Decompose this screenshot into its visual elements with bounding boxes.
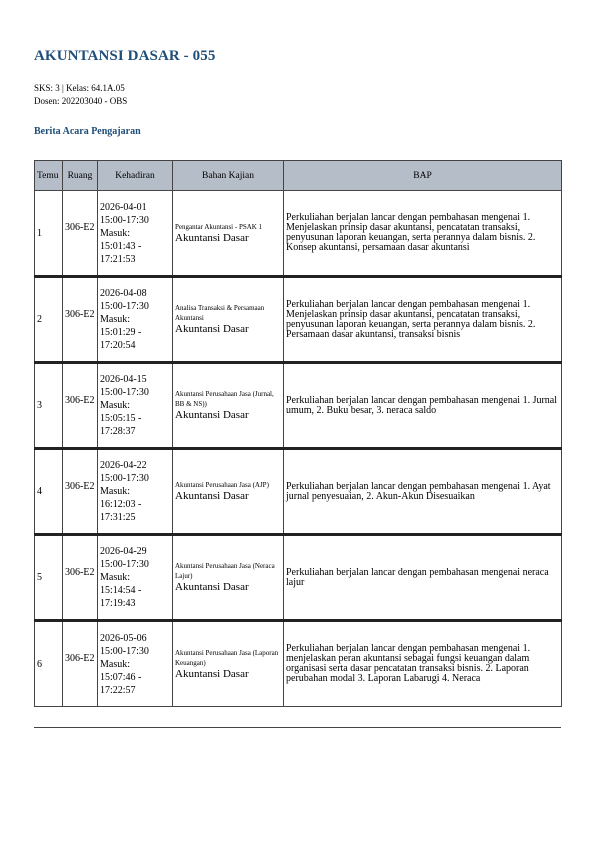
cell-ruang: 306-E2	[63, 621, 98, 707]
cell-bahan-kajian	[173, 363, 284, 449]
cell-kehadiran	[98, 277, 173, 363]
bahan-mata-kuliah: Akuntansi Dasar	[175, 667, 249, 680]
kehadiran-masuk: 16:12:03 -	[100, 499, 142, 510]
kehadiran-masuk-label: Masuk:	[100, 486, 130, 497]
cell-bap: Perkuliahan berjalan lancar dengan pembahasan mengenai 1. Menjelaskan prinsip dasar akuntansi, pencatatan transaksi, penyusunan laporan keuangan, serta perannya dalam bisnis. 2. Konsep akuntansi, persamaan dasar akuntansi	[284, 191, 562, 277]
bahan-mata-kuliah: Akuntansi Dasar	[175, 323, 249, 335]
cell-bahan-kajian	[173, 535, 284, 621]
kehadiran-jam: 15:00-17:30	[100, 387, 149, 398]
cell-temu: 6	[35, 621, 63, 707]
header-kehadiran: Kehadiran	[98, 161, 173, 191]
kehadiran-keluar: 17:31:25	[100, 512, 136, 523]
cell-bahan-kajian	[173, 191, 284, 277]
section-title: Berita Acara Pengajaran	[34, 126, 141, 137]
header-temu: Temu	[35, 161, 63, 191]
kehadiran-masuk: 15:01:29 -	[100, 327, 142, 338]
kehadiran-keluar: 17:19:43	[100, 598, 136, 609]
bahan-mata-kuliah: Akuntansi Dasar	[175, 490, 249, 502]
cell-temu: 3	[35, 363, 63, 449]
bap-table	[34, 160, 562, 707]
cell-ruang: 306-E2	[63, 191, 98, 277]
bahan-mata-kuliah: Akuntansi Dasar	[175, 231, 249, 244]
meta-dosen: Dosen: 202203040 - OBS	[34, 96, 128, 106]
cell-ruang: 306-E2	[63, 277, 98, 363]
cell-kehadiran	[98, 535, 173, 621]
cell-temu: 1	[35, 191, 63, 277]
cell-ruang: 306-E2	[63, 449, 98, 535]
kehadiran-masuk-label: Masuk:	[100, 572, 130, 583]
header-bahan-kajian: Bahan Kajian	[173, 161, 284, 191]
kehadiran-masuk-label: Masuk:	[100, 658, 130, 670]
cell-kehadiran	[98, 191, 173, 277]
header-bap: BAP	[284, 161, 562, 191]
cell-bahan-kajian	[173, 449, 284, 535]
kehadiran-tanggal: 2026-04-29	[100, 546, 147, 557]
kehadiran-masuk-label: Masuk:	[100, 400, 130, 411]
kehadiran-keluar: 17:28:37	[100, 426, 136, 437]
cell-ruang: 306-E2	[63, 535, 98, 621]
table-bottom-border	[34, 727, 561, 728]
meta-sks-kelas: SKS: 3 | Kelas: 64.1A.05	[34, 83, 125, 93]
kehadiran-jam: 15:00-17:30	[100, 473, 149, 484]
cell-bap: Perkuliahan berjalan lancar dengan pembahasan mengenai 1. Jurnal umum, 2. Buku besar, 3. neraca saldo	[284, 363, 562, 449]
table-row	[35, 449, 562, 535]
kehadiran-masuk: 15:14:54 -	[100, 585, 142, 596]
kehadiran-jam: 15:00-17:30	[100, 214, 149, 226]
cell-bahan-kajian	[173, 621, 284, 707]
cell-bap: Perkuliahan berjalan lancar dengan pembahasan mengenai 1. Menjelaskan prinsip dasar akuntansi, pencatatan transaksi, penyusunan laporan keuangan, serta perannya dalam bisnis. 2. Persamaan dasar akuntansi, transaksi bisnis	[284, 277, 562, 363]
cell-kehadiran	[98, 621, 173, 707]
cell-bap: Perkuliahan berjalan lancar dengan pembahasan mengenai neraca lajur	[284, 535, 562, 621]
table-header-row	[35, 161, 562, 191]
kehadiran-masuk-label: Masuk:	[100, 227, 130, 239]
cell-bahan-kajian	[173, 277, 284, 363]
header-ruang: Ruang	[63, 161, 98, 191]
bahan-topik: Analisa Transaksi & Persamaan Akuntansi	[175, 304, 265, 322]
kehadiran-jam: 15:00-17:30	[100, 301, 149, 312]
kehadiran-keluar: 17:20:54	[100, 340, 136, 351]
page-title: AKUNTANSI DASAR - 055	[34, 48, 216, 64]
kehadiran-tanggal: 2026-04-22	[100, 460, 147, 471]
cell-bap: Perkuliahan berjalan lancar dengan pembahasan mengenai 1. menjelaskan peran akuntansi sebagai fungsi keuangan dalam organisasi serta dasar pencatatan transaksi bisnis. 2. Laporan perubahan modal 3. Laporan Labarugi 4. Neraca	[284, 621, 562, 707]
bahan-mata-kuliah: Akuntansi Dasar	[175, 409, 249, 421]
kehadiran-tanggal: 2026-04-08	[100, 288, 147, 299]
cell-ruang: 306-E2	[63, 363, 98, 449]
bahan-topik: Akuntansi Perusahaan Jasa (AJP)	[175, 481, 269, 489]
kehadiran-jam: 15:00-17:30	[100, 559, 149, 570]
bahan-topik: Akuntansi Perusahaan Jasa (Jurnal, BB & NS))	[175, 390, 274, 408]
table-row	[35, 191, 562, 277]
kehadiran-keluar: 17:21:53	[100, 253, 136, 265]
kehadiran-tanggal: 2026-05-06	[100, 632, 147, 644]
table-row	[35, 535, 562, 621]
cell-bap: Perkuliahan berjalan lancar dengan pembahasan mengenai 1. Ayat jurnal penyesuaian, 2. Akun-Akun Disesuaikan	[284, 449, 562, 535]
cell-temu: 4	[35, 449, 63, 535]
cell-kehadiran	[98, 449, 173, 535]
table-row	[35, 363, 562, 449]
kehadiran-masuk: 15:07:46 -	[100, 671, 142, 683]
course-meta	[34, 82, 127, 108]
kehadiran-masuk-label: Masuk:	[100, 314, 130, 325]
bahan-topik: Akuntansi Perusahaan Jasa (Neraca Lajur)	[175, 562, 275, 580]
cell-temu: 2	[35, 277, 63, 363]
bahan-mata-kuliah: Akuntansi Dasar	[175, 581, 249, 593]
bahan-topik: Pengantar Akuntansi - PSAK 1	[175, 222, 263, 231]
kehadiran-jam: 15:00-17:30	[100, 645, 149, 657]
kehadiran-tanggal: 2026-04-15	[100, 374, 147, 385]
cell-kehadiran	[98, 363, 173, 449]
kehadiran-masuk: 15:05:15 -	[100, 413, 142, 424]
cell-temu: 5	[35, 535, 63, 621]
table-row	[35, 277, 562, 363]
bahan-topik: Akuntansi Perusahaan Jasa (Laporan Keuangan)	[175, 648, 279, 667]
kehadiran-masuk: 15:01:43 -	[100, 240, 142, 252]
kehadiran-tanggal: 2026-04-01	[100, 201, 147, 213]
table-row	[35, 621, 562, 707]
table-body	[35, 191, 562, 707]
kehadiran-keluar: 17:22:57	[100, 684, 136, 696]
